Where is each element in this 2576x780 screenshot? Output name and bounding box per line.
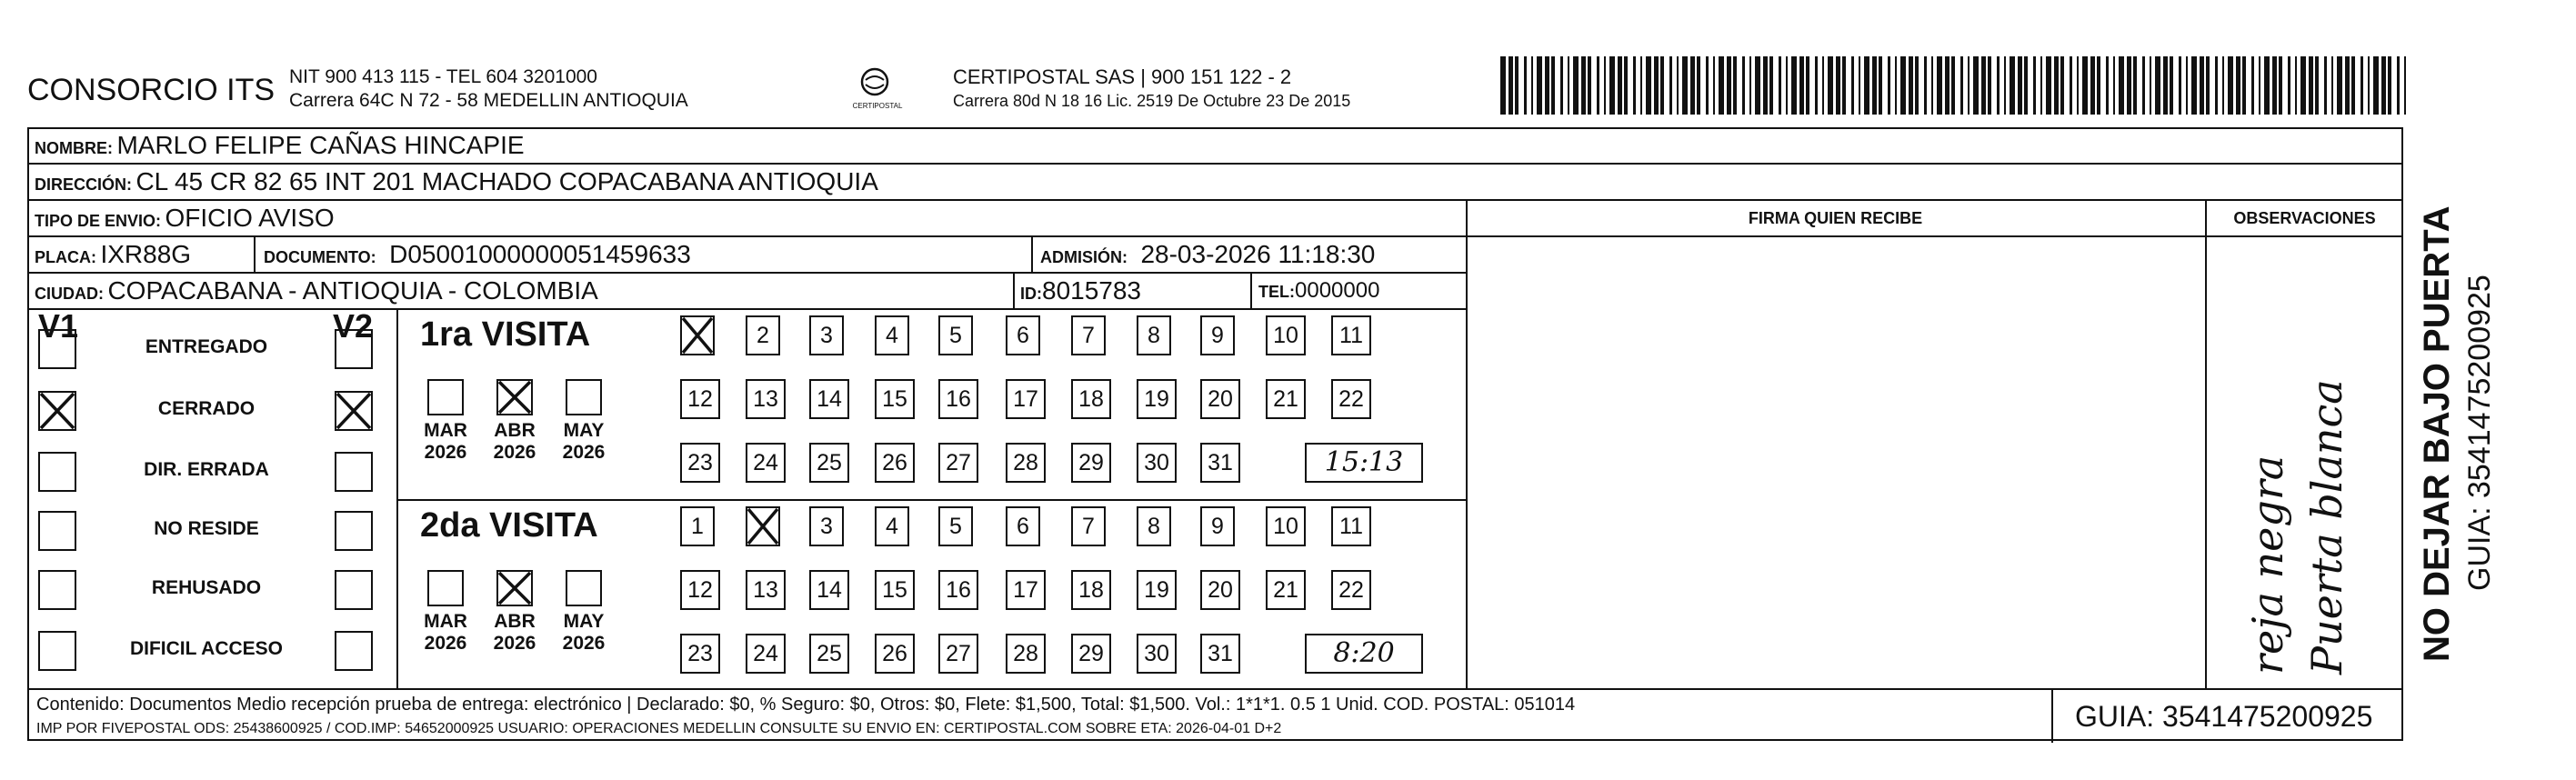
barcode-bar [1633,56,1636,115]
barcode-bar [2279,56,2282,115]
barcode-bar [2046,56,2051,115]
v1-checkbox[interactable] [38,631,76,671]
barcode-bar [1573,56,1579,115]
barcode-bar [1545,56,1549,115]
day-box[interactable]: 11 [1331,506,1371,546]
observaciones-note-1: reja negra [2243,455,2292,675]
barcode-bar [1968,56,1970,115]
barcode-bar [2133,56,2137,115]
barcode-bar [2119,56,2124,115]
barcode-bar [1588,56,1591,115]
barcode-bar [1706,56,1709,115]
barcode-bar [1560,56,1563,115]
day-box[interactable]: 12 [680,379,720,419]
day-box[interactable]: 7 [1071,506,1106,546]
barcode-bar [1597,56,1599,115]
barcode-bar [2251,56,2254,115]
day-box[interactable]: 4 [875,506,909,546]
company-name: CONSORCIO ITS [27,73,276,107]
barcode-bar [2351,56,2355,115]
v1-checkbox[interactable] [38,329,76,369]
day-box[interactable]: 16 [938,379,978,419]
barcode-bar [2163,56,2168,115]
barcode-bar [1864,56,1869,115]
day-box[interactable]: 14 [809,379,849,419]
v1-checkbox[interactable] [38,570,76,610]
observaciones-note-2: Puerta blanca [2302,379,2351,675]
barcode-bar [1749,56,1751,115]
barcode-bar [1937,56,1942,115]
barcode-bar [2082,56,2088,115]
tipo-row [35,204,335,233]
barcode-bar [2368,56,2370,115]
barcode-bar [1981,56,1986,115]
barcode-bar [2228,56,2233,115]
barcode-bar [2097,56,2100,115]
footer-print-info: IMP POR FIVEPOSTAL ODS: 25438600925 / COD.IMP: 54652000925 USUARIO: OPERACIONES MEDELLIN CONSULTE SU ENVIO EN: CERTIPOSTAL.COM SOBRE ETA: 2026-04-01 D+2 [36,721,1282,736]
barcode-bar [1779,56,1781,115]
barcode-bar [1909,56,1913,115]
barcode-bar [2300,56,2306,115]
barcode-bar [2373,56,2379,115]
ciudad-label: CIUDAD: [35,285,104,303]
day-box[interactable]: 29 [1071,443,1111,483]
barcode-bar [1697,56,1700,115]
barcode-bar [2315,56,2319,115]
barcode-bar [2222,56,2224,115]
barcode-bar [1713,56,1715,115]
day-box[interactable]: 20 [1200,379,1240,419]
barcode-bar [1654,56,1659,115]
barcode-bar [2388,56,2391,115]
barcode-bar [2206,56,2210,115]
company-nit: NIT 900 413 115 - TEL 604 3201000 [289,66,597,87]
barcode-bar [1682,56,1688,115]
day-box[interactable]: 24 [746,443,786,483]
barcode-bar [1742,56,1745,115]
admision-row [1040,240,1375,269]
barcode-bar [2018,56,2022,115]
day-box[interactable]: 16 [938,570,978,610]
x-mark-icon [335,391,373,431]
x-mark-icon [496,379,533,415]
day-box[interactable]: 3 [809,315,844,355]
barcode-bar [1537,56,1542,115]
barcode-bar [2004,56,2006,115]
barcode-bar [1879,56,1882,115]
barcode-bar [1640,56,1642,115]
company-info [289,65,688,113]
barcode-bar [1618,56,1622,115]
barcode-bar [2077,56,2079,115]
documento-row [264,240,691,269]
day-box[interactable]: 21 [1266,379,1306,419]
day-box[interactable]: 9 [1200,315,1235,355]
barcode-bar [2024,56,2028,115]
day-box[interactable]: 30 [1137,634,1177,674]
barcode-bar [1822,56,1824,115]
day-box[interactable]: 27 [938,443,978,483]
barcode-bar [1915,56,1919,115]
day-box[interactable]: 22 [1331,570,1371,610]
carrier-name: CERTIPOSTAL SAS | 900 151 122 - 2 [953,65,1292,88]
v2-checkbox[interactable] [335,570,373,610]
day-box[interactable]: 5 [938,315,973,355]
barcode-bar [1669,56,1672,115]
status-label: DIFICIL ACCESO [129,638,283,659]
barcode-bar [2324,56,2327,115]
day-box[interactable]: 3 [809,506,844,546]
status-label: REHUSADO [151,577,262,598]
day-box[interactable]: 20 [1200,570,1240,610]
barcode-bar [1973,56,1979,115]
day-box[interactable]: 23 [680,634,720,674]
barcode-bar [2060,56,2064,115]
day-box[interactable]: 5 [938,506,973,546]
certipostal-logo-icon [855,65,895,102]
day-box[interactable]: 13 [746,570,786,610]
barcode-bar [2264,56,2270,115]
barcode-bar [1799,56,1804,115]
day-box[interactable]: 18 [1071,379,1111,419]
tel-label: TEL: [1258,283,1295,301]
month-checkbox[interactable] [427,570,464,606]
month-checkbox[interactable] [566,570,602,606]
day-box[interactable]: 13 [746,379,786,419]
barcode-bar [2236,56,2240,115]
barcode-bar [2106,56,2109,115]
barcode-bar [1604,56,1606,115]
logo-text: CERTIPOSTAL [852,102,903,110]
status-label: NO RESIDE [154,518,259,539]
day-box[interactable]: 6 [1006,506,1040,546]
x-mark-icon [496,570,533,606]
id-row [1020,276,1141,305]
direccion-row [35,167,878,196]
day-box[interactable]: 25 [809,634,849,674]
day-box[interactable]: 18 [1071,570,1111,610]
barcode-bar [1988,56,1991,115]
month-label: MAR 2026 [424,611,467,654]
month-label: ABR 2026 [493,420,536,463]
month-label: MAR 2026 [424,420,467,463]
barcode-bar [1836,56,1840,115]
company-address: Carrera 64C N 72 - 58 MEDELLIN ANTIOQUIA [289,90,688,111]
barcode-bar [2345,56,2350,115]
day-box[interactable]: 15 [875,570,915,610]
day-box[interactable]: 8 [1137,315,1171,355]
v1-label: V1 [38,307,79,345]
delivery-form [27,127,2403,741]
barcode-bar [2010,56,2015,115]
visit2-title: 2da VISITA [420,506,598,545]
day-box[interactable]: 19 [1137,570,1177,610]
barcode-bar [1719,56,1724,115]
barcode-bar [1660,56,1664,115]
v2-checkbox[interactable] [335,329,373,369]
barcode-bar [1531,56,1533,115]
nombre-value: MARLO FELIPE CAÑAS HINCAPIE [116,131,525,159]
day-box[interactable]: 11 [1331,315,1371,355]
barcode-bar [1786,56,1788,115]
v2-checkbox[interactable] [335,511,373,551]
day-box[interactable]: 28 [1006,634,1046,674]
barcode-bar [2381,56,2386,115]
footer-content: Contenido: Documentos Medio recepción prueba de entrega: electrónico | Declarado: $0, % Seguro: $0, Otros: $0, Flete: $1,500, Total: $1,500. Vol.: 1*1*1. 0.5 1 Unid. COD. POSTAL: 051014 [36,695,1576,715]
barcode-bar [2150,56,2151,115]
day-box[interactable]: 31 [1200,443,1240,483]
barcode-bar [1815,56,1818,115]
tipo-label: TIPO DE ENVIO: [35,212,162,230]
day-box[interactable]: 28 [1006,443,1046,483]
barcode-bar [2170,56,2173,115]
day-box[interactable]: 4 [875,315,909,355]
barcode-bar [2054,56,2059,115]
x-mark-icon [38,391,76,431]
barcode-bar [2070,56,2072,115]
barcode-bar [2331,56,2333,115]
barcode-bar [1755,56,1760,115]
barcode-bar [1769,56,1773,115]
v1-checkbox[interactable] [38,452,76,492]
barcode-bar [1945,56,1950,115]
barcode-bar [1851,56,1854,115]
barcode-bar [2309,56,2313,115]
barcode-bar [1568,56,1569,115]
barcode-bar [1727,56,1731,115]
barcode-bar [1763,56,1768,115]
day-box[interactable]: 22 [1331,379,1371,419]
day-box[interactable]: 25 [809,443,849,483]
carrier-info [953,65,1350,113]
month-label: MAY 2026 [562,420,606,463]
barcode-bar [2142,56,2145,115]
month-label: MAY 2026 [562,611,606,654]
barcode-bar [1677,56,1679,115]
day-box[interactable]: 19 [1137,379,1177,419]
barcode-bar [1806,56,1809,115]
nombre-row [35,131,525,160]
barcode-bar [2186,56,2188,115]
tel-value: 0000000 [1295,278,1380,303]
day-box[interactable]: 10 [1266,506,1306,546]
barcode-bar [1960,56,1963,115]
barcode-bar [1690,56,1695,115]
day-box[interactable]: 27 [938,634,978,674]
day-box[interactable]: 21 [1266,570,1306,610]
barcode-bar [1609,56,1615,115]
barcode-bar [1900,56,1906,115]
visit-time: 15:13 [1305,443,1423,483]
barcode-bar [1842,56,1846,115]
barcode-bar [2191,56,2197,115]
x-mark-icon [746,506,780,546]
day-box[interactable]: 30 [1137,443,1177,483]
signature-header: FIRMA QUIEN RECIBE [1748,209,1923,227]
day-box[interactable]: 17 [1006,570,1046,610]
day-box[interactable]: 31 [1200,634,1240,674]
v2-checkbox[interactable] [335,631,373,671]
barcode-bar [2397,56,2400,115]
day-box[interactable]: 6 [1006,315,1040,355]
day-box[interactable]: 12 [680,570,720,610]
barcode-bar [2272,56,2277,115]
day-box[interactable]: 26 [875,443,915,483]
admision-value: 28-03-2026 11:18:30 [1140,240,1376,268]
barcode-bar [2337,56,2342,115]
day-box[interactable]: 24 [746,634,786,674]
day-box[interactable]: 17 [1006,379,1046,419]
barcode-bar [1872,56,1877,115]
ciudad-row [35,276,598,305]
placa-value: IXR88G [100,240,192,268]
barcode-bar [2090,56,2095,115]
status-label: DIR. ERRADA [144,459,269,480]
barcode-icon [1500,56,2410,115]
barcode-bar [1951,56,1955,115]
day-box[interactable]: 26 [875,634,915,674]
admision-label: ADMISIÓN: [1040,248,1128,266]
barcode-bar [2033,56,2036,115]
direccion-value: CL 45 CR 82 65 INT 201 MACHADO COPACABANA ANTIOQUIA [135,167,878,195]
tel-row [1258,278,1379,304]
barcode-bar [2215,56,2218,115]
barcode-bar [1509,56,1513,115]
day-box[interactable]: 15 [875,379,915,419]
month-checkbox[interactable] [566,379,602,415]
month-label: ABR 2026 [493,611,536,654]
barcode-bar [2259,56,2260,115]
documento-label: DOCUMENTO: [264,248,376,266]
barcode-bar [1515,56,1519,115]
v1-checkbox[interactable] [38,511,76,551]
barcode-bar [2113,56,2115,115]
barcode-bar [2295,56,2297,115]
placa-label: PLACA: [35,248,96,266]
ciudad-value: COPACABANA - ANTIOQUIA - COLOMBIA [107,276,598,305]
day-box[interactable]: 2 [746,315,780,355]
barcode-bar [1997,56,2000,115]
day-box[interactable]: 1 [680,506,715,546]
barcode-bar [1733,56,1737,115]
barcode-bar [1646,56,1651,115]
barcode-bar [2155,56,2160,115]
observaciones-header: OBSERVACIONES [2233,209,2376,227]
barcode-bar [1524,56,1527,115]
barcode-bar [2288,56,2290,115]
side-warning: NO DEJAR BAJO PUERTA [2417,205,2457,662]
visit1-title: 1ra VISITA [420,315,591,354]
barcode-bar [1924,56,1927,115]
day-box[interactable]: 14 [809,570,849,610]
barcode-bar [1888,56,1890,115]
month-checkbox[interactable] [427,379,464,415]
barcode-bar [2360,56,2363,115]
day-box[interactable]: 10 [1266,315,1306,355]
id-label: ID: [1020,285,1042,303]
barcode-bar [2404,56,2406,115]
v2-checkbox[interactable] [335,452,373,492]
v2-label: V2 [333,307,374,345]
day-box[interactable]: 29 [1071,634,1111,674]
direccion-label: DIRECCIÓN: [35,175,132,194]
day-box[interactable]: 7 [1071,315,1106,355]
barcode-bar [2040,56,2042,115]
barcode-bar [1859,56,1860,115]
carrier-address: Carrera 80d N 18 16 Lic. 2519 De Octubre 23 De 2015 [953,92,1351,110]
footer-guia: GUIA: 3541475200925 [2075,700,2373,733]
barcode-bar [2242,56,2246,115]
barcode-bar [1624,56,1628,115]
nombre-label: NOMBRE: [35,139,113,157]
day-box[interactable]: 23 [680,443,720,483]
visit-time: 8:20 [1305,634,1423,674]
barcode-bar [1500,56,1506,115]
id-value: 8015783 [1042,276,1142,305]
status-label: CERRADO [157,398,256,419]
day-box[interactable]: 9 [1200,506,1235,546]
barcode-bar [1895,56,1897,115]
documento-value: D05001000000051459633 [389,240,691,268]
placa-row [35,240,191,269]
barcode-bar [2179,56,2181,115]
barcode-bar [1581,56,1586,115]
side-guia: GUIA: 3541475200925 [2462,275,2497,591]
barcode-bar [1551,56,1555,115]
barcode-bar [1828,56,1833,115]
barcode-bar [2200,56,2204,115]
day-box[interactable]: 8 [1137,506,1171,546]
tipo-value: OFICIO AVISO [165,204,335,232]
status-label: ENTREGADO [145,336,268,357]
barcode-bar [1791,56,1797,115]
barcode-bar [1931,56,1933,115]
x-mark-icon [680,315,715,355]
barcode-bar [2127,56,2131,115]
